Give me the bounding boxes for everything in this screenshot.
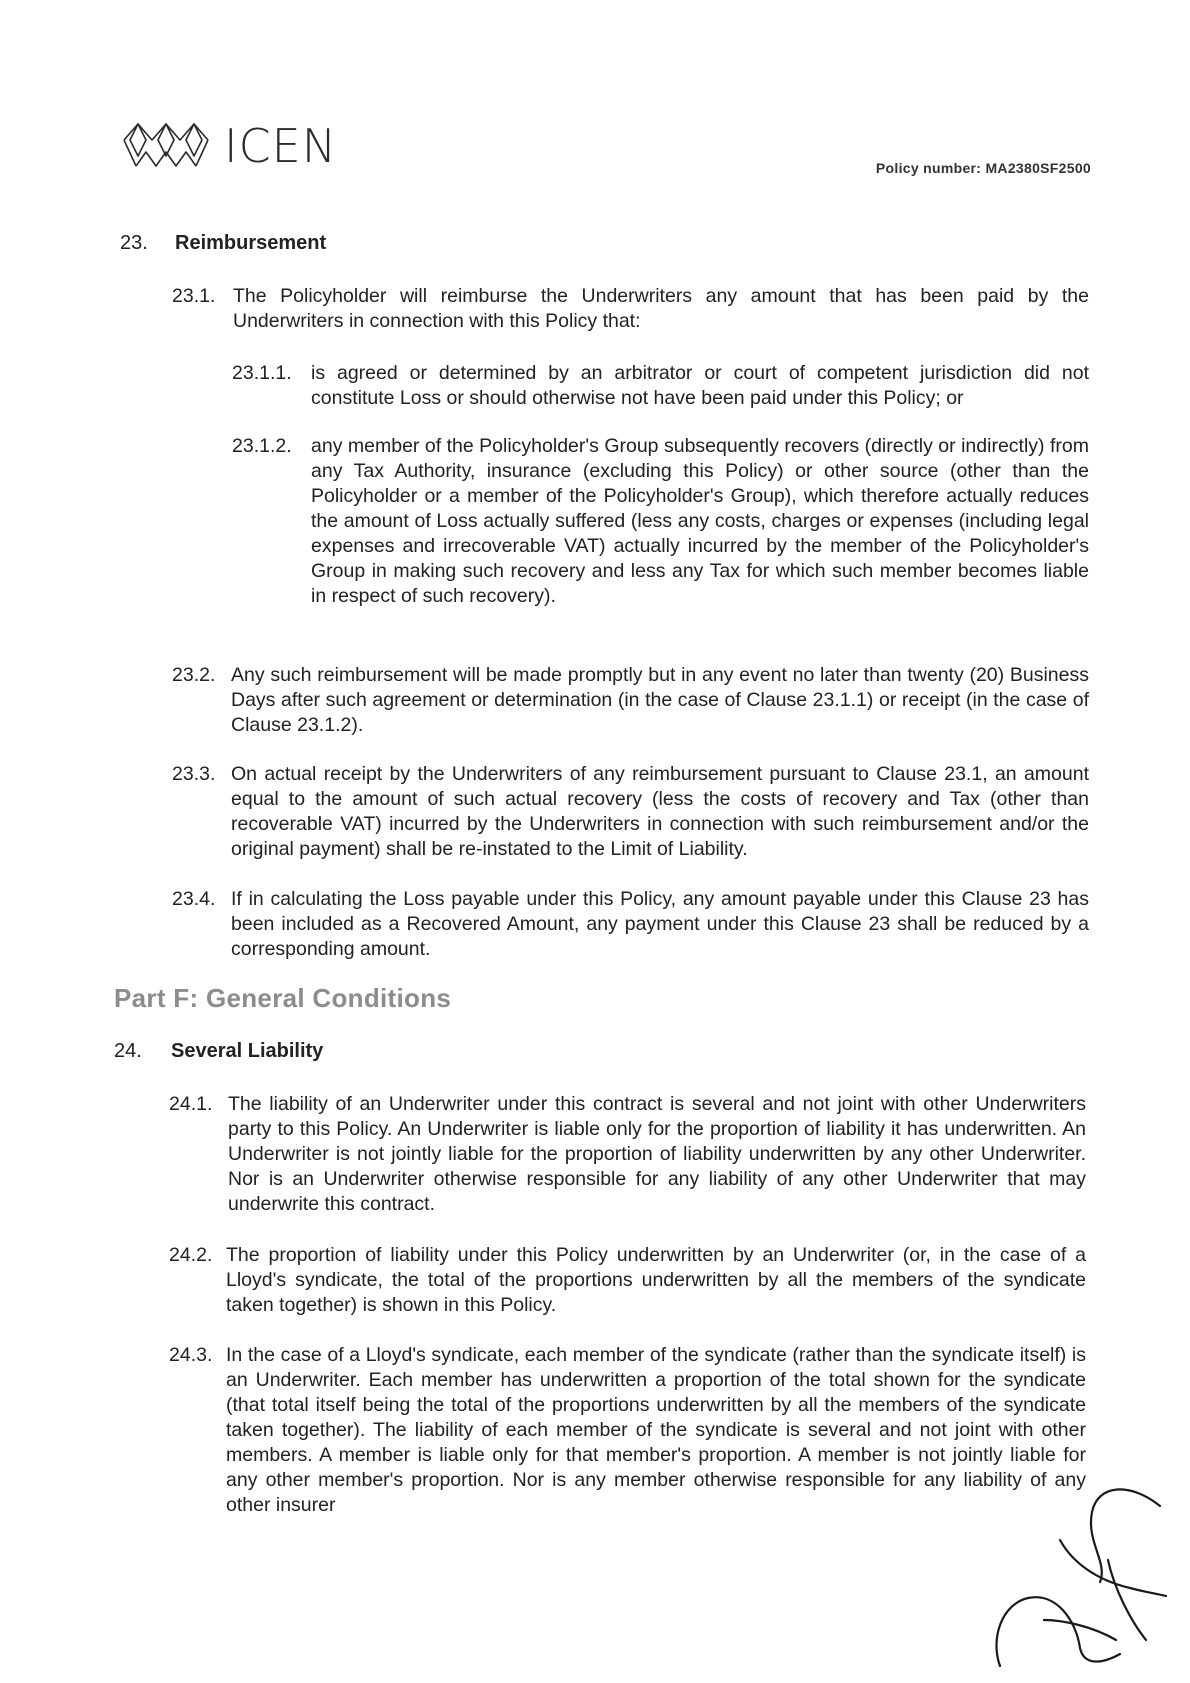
clause-number: 23.4. <box>172 888 216 910</box>
clause-text: The Policyholder will reimburse the Underwriters any amount that has been paid by the Underwriters in connection with this Policy that: <box>233 285 1089 332</box>
handwritten-initials-icon <box>980 1470 1170 1680</box>
clause-text: If in calculating the Loss payable under this Policy, any amount payable under this Clause 23 has been included as a Recovered Amount, any payment under this Clause 23 shall be reduced by a corresponding amount. <box>231 888 1089 960</box>
icen-logo-mark-icon <box>120 118 216 174</box>
clause-number: 23.1. <box>172 285 216 307</box>
clause-number: 24.1. <box>169 1093 213 1115</box>
clause-text: is agreed or determined by an arbitrator or court of competent jurisdiction did not constitute Loss or should otherwise not have been paid under this Policy; or <box>311 362 1089 409</box>
clause-number: 23.1.2. <box>232 435 292 457</box>
logo-text: ICEN <box>224 119 338 173</box>
clause-text: The liability of an Underwriter under this contract is several and not joint with other Underwriters party to this Policy. An Underwriter is liable only for the proportion of liability it has underwritten. An Underwriter is not jointly liable for the proportion of liability underwritten by any other Underwriter. Nor is an Underwriter otherwise responsible for any liability of any other Underwriter that may underwrite this contract. <box>228 1093 1086 1215</box>
section-24-number: 24. <box>114 1040 142 1062</box>
section-23-number: 23. <box>120 232 148 254</box>
clause-text: Any such reimbursement will be made promptly but in any event no later than twenty (20) Business Days after such agreement or determination (in the case of Clause 23.1.1) or receipt (in the case of Clause 23.1.2). <box>231 664 1089 736</box>
clause-number: 24.2. <box>169 1244 213 1266</box>
icen-logo <box>120 118 337 174</box>
clause-text: On actual receipt by the Underwriters of any reimbursement pursuant to Clause 23.1, an amount equal to the amount of such actual recovery (less the costs of recovery and Tax (other than recoverable VAT) incurred by the Underwriters in connection with such reimbursement and/or the original payment) shall be re-instated to the Limit of Liability. <box>231 763 1089 860</box>
clause-number: 23.2. <box>172 664 216 686</box>
clause-number: 23.1.1. <box>232 362 292 384</box>
section-24-title: Several Liability <box>171 1040 324 1062</box>
clause-text: any member of the Policyholder's Group subsequently recovers (directly or indirectly) from any Tax Authority, insurance (excluding this Policy) or other source (other than the Policyholder or a member of the Policyholder's Group), which therefore actually reduces the amount of Loss actually suffered (less any costs, charges or expenses (including legal expenses and irrecoverable VAT) actually incurred by the member of the Policyholder's Group in making such recovery and less any Tax for which such member becomes liable in respect of such recovery). <box>311 435 1089 607</box>
clause-text: The proportion of liability under this Policy underwritten by an Underwriter (or, in the case of a Lloyd's syndicate, the total of the proportions underwritten by all the members of the syndicate taken together) is shown in this Policy. <box>226 1244 1086 1316</box>
clause-number: 23.3. <box>172 763 216 785</box>
clause-text: In the case of a Lloyd's syndicate, each member of the syndicate (rather than the syndicate itself) is an Underwriter. Each member has underwritten a proportion of the total shown for the syndicate (that total itself being the total of the proportions underwritten by all the members of the syndicate taken together). The liability of each member of the syndicate is several and not joint with other members. A member is liable only for that member's proportion. A member is not jointly liable for any other member's proportion. Nor is any member otherwise responsible for any liability of any other insurer <box>226 1344 1086 1516</box>
part-heading: Part F: General Conditions <box>114 983 452 1013</box>
clause-number: 24.3. <box>169 1344 213 1366</box>
policy-number: Policy number: MA2380SF2500 <box>875 160 1091 176</box>
section-23-title: Reimbursement <box>175 232 327 254</box>
